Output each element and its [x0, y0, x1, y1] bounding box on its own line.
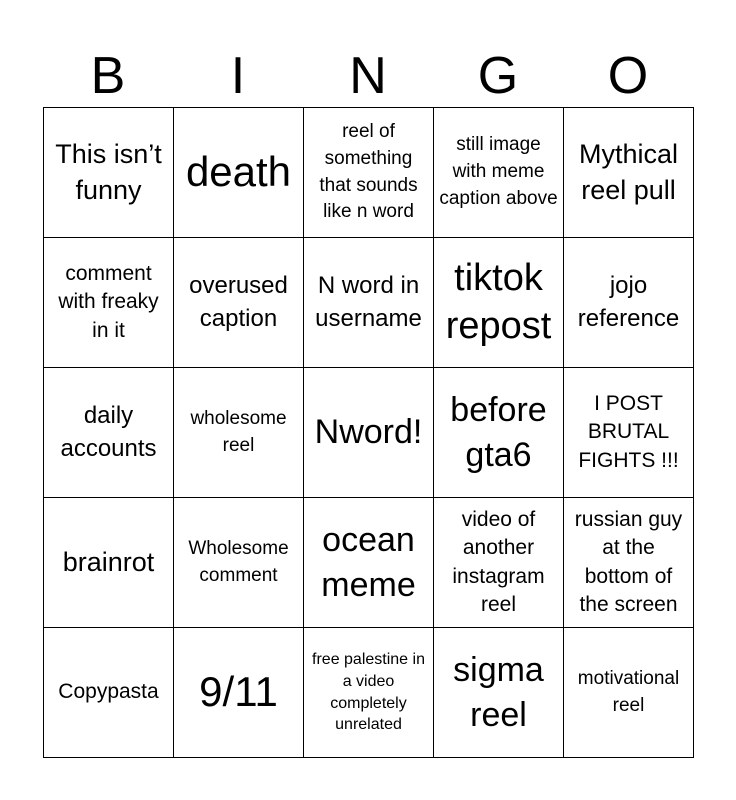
- cell-label: brainrot: [62, 546, 155, 577]
- cell-label: wholesome reel: [190, 407, 287, 456]
- bingo-cell[interactable]: [174, 628, 304, 758]
- bingo-cell[interactable]: [174, 498, 304, 628]
- bingo-cell[interactable]: [304, 108, 434, 238]
- cell-label: N word in username: [315, 272, 422, 332]
- header-letter-i: I: [230, 47, 246, 105]
- cell-label: ocean meme: [321, 521, 416, 604]
- cell-label: Nword!: [314, 413, 423, 452]
- bingo-cell[interactable]: [304, 238, 434, 368]
- bingo-cell[interactable]: [174, 108, 304, 238]
- cell-label: tiktok repost: [445, 257, 552, 347]
- cell-label: Mythical reel pull: [578, 138, 679, 205]
- bingo-cell[interactable]: [304, 628, 434, 758]
- bingo-cell[interactable]: [174, 368, 304, 498]
- bingo-cell[interactable]: [44, 498, 174, 628]
- bingo-cell[interactable]: [304, 498, 434, 628]
- cell-label: This isn’t funny: [55, 138, 162, 205]
- cell-label: daily accounts: [60, 402, 157, 462]
- cell-label: before gta6: [450, 391, 547, 474]
- cell-label: Wholesome comment: [188, 537, 289, 586]
- header-letter-o: O: [607, 47, 649, 105]
- bingo-cell[interactable]: [434, 498, 564, 628]
- bingo-cell[interactable]: [564, 498, 694, 628]
- cell-label: jojo reference: [577, 272, 680, 332]
- bingo-header: [43, 46, 693, 106]
- bingo-cell[interactable]: [174, 238, 304, 368]
- cell-label: I POST BRUTAL FIGHTS !!!: [578, 391, 679, 472]
- cell-label: still image with meme caption above: [439, 134, 558, 209]
- bingo-cell[interactable]: [564, 368, 694, 498]
- header-letter-b: B: [90, 47, 126, 105]
- cell-label: free palestine in a video completely unrelated: [312, 651, 425, 734]
- cell-label: death: [185, 148, 292, 196]
- cell-label: sigma reel: [453, 651, 544, 734]
- bingo-cell[interactable]: [434, 628, 564, 758]
- bingo-cell[interactable]: [44, 368, 174, 498]
- bingo-cell[interactable]: [44, 108, 174, 238]
- header-letter-n: N: [349, 47, 387, 105]
- bingo-cell[interactable]: [434, 368, 564, 498]
- bingo-cell[interactable]: [44, 238, 174, 368]
- bingo-cell[interactable]: [434, 238, 564, 368]
- cell-label: motivational reel: [577, 667, 680, 716]
- bingo-cell[interactable]: [564, 238, 694, 368]
- cell-label: Copypasta: [58, 680, 159, 704]
- cell-label: video of another instagram reel: [452, 507, 545, 616]
- bingo-cell[interactable]: [564, 108, 694, 238]
- header-letter-g: G: [477, 47, 519, 105]
- cell-label: reel of something that sounds like n word: [319, 120, 418, 223]
- bingo-board: [43, 107, 694, 758]
- bingo-cell[interactable]: [564, 628, 694, 758]
- cell-label: russian guy at the bottom of the screen: [574, 507, 683, 616]
- bingo-cell[interactable]: [304, 368, 434, 498]
- cell-label: comment with freaky in it: [58, 261, 159, 342]
- cell-label: overused caption: [189, 272, 288, 332]
- bingo-cell[interactable]: [434, 108, 564, 238]
- cell-label: 9/11: [199, 668, 278, 716]
- bingo-cell[interactable]: [44, 628, 174, 758]
